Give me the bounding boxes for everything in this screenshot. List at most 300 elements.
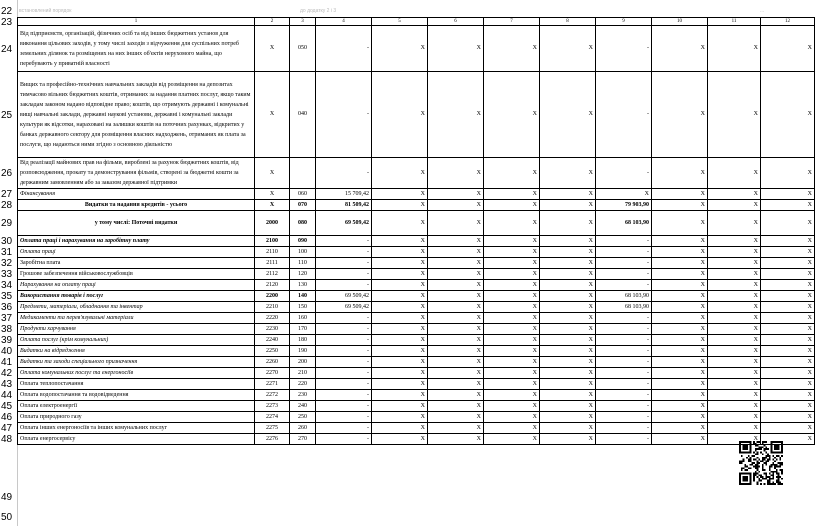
- cell-col-3: 260: [290, 423, 316, 434]
- cell-col-11: X: [708, 200, 761, 211]
- row-number[interactable]: 40: [1, 346, 13, 357]
- cell-col-7: X: [484, 401, 540, 412]
- cell-col-8: X: [540, 247, 596, 258]
- cell-col-3: 040: [290, 72, 316, 158]
- cell-col-10: X: [652, 158, 708, 189]
- cell-col-8: X: [540, 346, 596, 357]
- cell-col-6: X: [428, 313, 484, 324]
- cell-col-11: X: [708, 335, 761, 346]
- cell-col-5: X: [372, 269, 428, 280]
- cell-col-12: X: [761, 158, 815, 189]
- qr-code: [739, 441, 783, 485]
- row-description: Використання товарів і послуг: [18, 291, 255, 302]
- row-description: Оплата інших енергоносіїв та інших комунальних послуг: [18, 423, 255, 434]
- cell-col-4: -: [316, 357, 372, 368]
- cell-col-12: X: [761, 291, 815, 302]
- cell-col-9: 68 103,90: [596, 302, 652, 313]
- cell-col-4: 69 509,42: [316, 291, 372, 302]
- cell-col-4: -: [316, 280, 372, 291]
- row-number[interactable]: 30: [1, 236, 13, 247]
- cell-col-8: X: [540, 200, 596, 211]
- cell-col-8: X: [540, 313, 596, 324]
- cell-col-11: X: [708, 390, 761, 401]
- row-number[interactable]: 44: [1, 390, 13, 401]
- cell-col-6: X: [428, 401, 484, 412]
- cell-col-12: X: [761, 26, 815, 72]
- cell-col-6: X: [428, 357, 484, 368]
- cell-col-2: 2110: [255, 247, 290, 258]
- cell-col-4: 69 509,42: [316, 211, 372, 236]
- table-row: [18, 158, 815, 189]
- faint-header-right: ...: [760, 8, 765, 14]
- cell-col-5: X: [372, 368, 428, 379]
- cell-col-5: X: [372, 324, 428, 335]
- cell-col-11: X: [708, 368, 761, 379]
- cell-col-11: X: [708, 313, 761, 324]
- cell-col-12: X: [761, 313, 815, 324]
- cell-col-12: X: [761, 346, 815, 357]
- cell-col-12: X: [761, 211, 815, 236]
- cell-col-2: 2260: [255, 357, 290, 368]
- cell-col-3: 130: [290, 280, 316, 291]
- cell-col-11: X: [708, 412, 761, 423]
- cell-col-2: X: [255, 72, 290, 158]
- cell-col-7: X: [484, 236, 540, 247]
- cell-col-2: 2112: [255, 269, 290, 280]
- cell-col-6: X: [428, 368, 484, 379]
- cell-col-2: 2100: [255, 236, 290, 247]
- cell-col-10: X: [652, 200, 708, 211]
- table-row: [18, 26, 815, 72]
- cell-col-9: -: [596, 346, 652, 357]
- cell-col-5: X: [372, 236, 428, 247]
- column-header-10: 10: [652, 18, 708, 26]
- cell-col-6: X: [428, 423, 484, 434]
- column-header-3: 3: [290, 18, 316, 26]
- cell-col-7: X: [484, 200, 540, 211]
- cell-col-9: -: [596, 158, 652, 189]
- cell-col-4: 69 509,42: [316, 302, 372, 313]
- cell-col-7: X: [484, 247, 540, 258]
- cell-col-11: X: [708, 401, 761, 412]
- cell-col-11: X: [708, 258, 761, 269]
- cell-col-11: X: [708, 247, 761, 258]
- row-number[interactable]: 49: [1, 492, 13, 503]
- row-number[interactable]: 37: [1, 313, 13, 324]
- cell-col-7: X: [484, 346, 540, 357]
- table-row: [18, 357, 815, 368]
- cell-col-11: X: [708, 236, 761, 247]
- cell-col-7: X: [484, 434, 540, 445]
- row-number[interactable]: 43: [1, 379, 13, 390]
- cell-col-8: X: [540, 390, 596, 401]
- cell-col-3: 090: [290, 236, 316, 247]
- cell-col-8: X: [540, 269, 596, 280]
- cell-col-3: 080: [290, 211, 316, 236]
- cell-col-5: X: [372, 72, 428, 158]
- cell-col-10: X: [652, 247, 708, 258]
- cell-col-8: X: [540, 434, 596, 445]
- cell-col-3: 250: [290, 412, 316, 423]
- faint-header-mid: до додатку 2 і 3: [300, 8, 337, 14]
- cell-col-4: -: [316, 368, 372, 379]
- cell-col-4: -: [316, 313, 372, 324]
- cell-col-12: X: [761, 434, 815, 445]
- cell-col-12: X: [761, 412, 815, 423]
- column-header-8: 8: [540, 18, 596, 26]
- row-number[interactable]: 22: [1, 6, 13, 17]
- table-row: [18, 280, 815, 291]
- cell-col-9: -: [596, 412, 652, 423]
- cell-col-2: X: [255, 158, 290, 189]
- cell-col-5: X: [372, 390, 428, 401]
- cell-col-11: X: [708, 346, 761, 357]
- row-number[interactable]: 41: [1, 357, 13, 368]
- row-description: Оплата послуг (крім комунальних): [18, 335, 255, 346]
- row-number[interactable]: 23: [1, 17, 13, 28]
- cell-col-3: 050: [290, 26, 316, 72]
- cell-col-7: X: [484, 211, 540, 236]
- cell-col-2: X: [255, 26, 290, 72]
- cell-col-8: X: [540, 26, 596, 72]
- row-description: Оплата природного газу: [18, 412, 255, 423]
- cell-col-8: X: [540, 280, 596, 291]
- header-row: [18, 18, 815, 26]
- cell-col-3: [290, 158, 316, 189]
- cell-col-6: X: [428, 158, 484, 189]
- column-header-11: 11: [708, 18, 761, 26]
- cell-col-2: 2220: [255, 313, 290, 324]
- cell-col-5: X: [372, 211, 428, 236]
- cell-col-6: X: [428, 211, 484, 236]
- cell-col-4: -: [316, 72, 372, 158]
- row-description: Грошове забезпечення військовослужбовців: [18, 269, 255, 280]
- row-number[interactable]: 45: [1, 401, 13, 412]
- row-number[interactable]: 31: [1, 247, 13, 258]
- cell-col-8: X: [540, 158, 596, 189]
- cell-col-7: X: [484, 412, 540, 423]
- row-number[interactable]: 48: [1, 434, 13, 445]
- row-number[interactable]: 50: [1, 512, 13, 523]
- row-description: Оплата праці: [18, 247, 255, 258]
- table-row: [18, 346, 815, 357]
- cell-col-2: 2271: [255, 379, 290, 390]
- cell-col-4: -: [316, 412, 372, 423]
- cell-col-12: X: [761, 324, 815, 335]
- cell-col-2: 2276: [255, 434, 290, 445]
- cell-col-3: 180: [290, 335, 316, 346]
- cell-col-9: -: [596, 280, 652, 291]
- cell-col-5: X: [372, 189, 428, 200]
- row-number[interactable]: 27: [1, 189, 13, 200]
- table-row: [18, 247, 815, 258]
- cell-col-3: 190: [290, 346, 316, 357]
- cell-col-10: X: [652, 280, 708, 291]
- cell-col-2: X: [255, 189, 290, 200]
- cell-col-10: X: [652, 423, 708, 434]
- cell-col-2: 2210: [255, 302, 290, 313]
- cell-col-6: X: [428, 26, 484, 72]
- cell-col-3: 070: [290, 200, 316, 211]
- cell-col-11: X: [708, 269, 761, 280]
- cell-col-10: X: [652, 335, 708, 346]
- cell-col-5: X: [372, 412, 428, 423]
- table-row: [18, 379, 815, 390]
- cell-col-6: X: [428, 258, 484, 269]
- table-row: [18, 368, 815, 379]
- table-row: [18, 258, 815, 269]
- column-header-6: 6: [428, 18, 484, 26]
- cell-col-5: X: [372, 302, 428, 313]
- row-number[interactable]: 38: [1, 324, 13, 335]
- cell-col-5: X: [372, 291, 428, 302]
- cell-col-11: X: [708, 324, 761, 335]
- cell-col-4: -: [316, 346, 372, 357]
- cell-col-11: X: [708, 72, 761, 158]
- cell-col-3: 120: [290, 269, 316, 280]
- cell-col-12: X: [761, 72, 815, 158]
- cell-col-7: X: [484, 280, 540, 291]
- row-number[interactable]: 47: [1, 423, 13, 434]
- cell-col-11: X: [708, 26, 761, 72]
- row-description: Оплата теплопостачання: [18, 379, 255, 390]
- row-number[interactable]: 34: [1, 280, 13, 291]
- cell-col-6: X: [428, 236, 484, 247]
- cell-col-12: X: [761, 357, 815, 368]
- cell-col-6: X: [428, 280, 484, 291]
- cell-col-8: X: [540, 302, 596, 313]
- cell-col-5: X: [372, 313, 428, 324]
- row-description: Видатки на відрядження: [18, 346, 255, 357]
- row-number[interactable]: 25: [1, 110, 13, 121]
- cell-col-8: X: [540, 401, 596, 412]
- cell-col-6: X: [428, 390, 484, 401]
- cell-col-4: 81 509,42: [316, 200, 372, 211]
- table-row: [18, 302, 815, 313]
- cell-col-3: 150: [290, 302, 316, 313]
- cell-col-9: -: [596, 324, 652, 335]
- row-description: Продукти харчування: [18, 324, 255, 335]
- cell-col-4: 15 709,42: [316, 189, 372, 200]
- cell-col-12: X: [761, 368, 815, 379]
- table-row: [18, 324, 815, 335]
- cell-col-2: 2120: [255, 280, 290, 291]
- cell-col-7: X: [484, 313, 540, 324]
- row-number[interactable]: 39: [1, 335, 13, 346]
- cell-col-6: X: [428, 189, 484, 200]
- column-header-2: 2: [255, 18, 290, 26]
- cell-col-10: X: [652, 324, 708, 335]
- cell-col-4: -: [316, 324, 372, 335]
- table-row: [18, 211, 815, 236]
- cell-col-9: -: [596, 401, 652, 412]
- cell-col-2: 2250: [255, 346, 290, 357]
- row-number[interactable]: 36: [1, 302, 13, 313]
- table-row: [18, 335, 815, 346]
- cell-col-7: X: [484, 379, 540, 390]
- cell-col-9: -: [596, 368, 652, 379]
- cell-col-4: -: [316, 379, 372, 390]
- cell-col-5: X: [372, 158, 428, 189]
- cell-col-7: X: [484, 390, 540, 401]
- table-row: [18, 291, 815, 302]
- cell-col-7: X: [484, 302, 540, 313]
- row-number[interactable]: 32: [1, 258, 13, 269]
- cell-col-2: X: [255, 200, 290, 211]
- cell-col-6: X: [428, 335, 484, 346]
- row-number[interactable]: 42: [1, 368, 13, 379]
- row-description: у тому числі: Поточні видатки: [18, 211, 255, 236]
- cell-col-12: X: [761, 302, 815, 313]
- cell-col-11: X: [708, 189, 761, 200]
- row-number[interactable]: 46: [1, 412, 13, 423]
- cell-col-7: X: [484, 269, 540, 280]
- cell-col-2: 2230: [255, 324, 290, 335]
- table-row: [18, 189, 815, 200]
- cell-col-9: -: [596, 26, 652, 72]
- cell-col-8: X: [540, 189, 596, 200]
- cell-col-5: X: [372, 434, 428, 445]
- cell-col-10: X: [652, 434, 708, 445]
- cell-col-5: X: [372, 346, 428, 357]
- cell-col-11: X: [708, 379, 761, 390]
- cell-col-6: X: [428, 269, 484, 280]
- cell-col-6: X: [428, 346, 484, 357]
- cell-col-3: 100: [290, 247, 316, 258]
- table-row: [18, 423, 815, 434]
- cell-col-3: 220: [290, 379, 316, 390]
- cell-col-5: X: [372, 401, 428, 412]
- cell-col-11: X: [708, 158, 761, 189]
- row-description: Оплата комунальних послуг та енергоносіїв: [18, 368, 255, 379]
- cell-col-9: -: [596, 423, 652, 434]
- cell-col-10: X: [652, 211, 708, 236]
- cell-col-3: 210: [290, 368, 316, 379]
- cell-col-8: X: [540, 291, 596, 302]
- cell-col-4: -: [316, 335, 372, 346]
- row-description: Від реалізації майнових прав на фільми, вироблені за рахунок бюджетних коштів, від розповсюдження, прокату та демонстрування фільмів, створені за бюджетні кошти за державним замовленням або за заказом державної підтримки: [18, 158, 255, 189]
- row-description: Видатки та заходи спеціального призначення: [18, 357, 255, 368]
- cell-col-8: X: [540, 211, 596, 236]
- cell-col-10: X: [652, 368, 708, 379]
- row-number[interactable]: 35: [1, 291, 13, 302]
- table-row: [18, 390, 815, 401]
- cell-col-3: 160: [290, 313, 316, 324]
- cell-col-4: -: [316, 269, 372, 280]
- cell-col-10: X: [652, 357, 708, 368]
- cell-col-3: 240: [290, 401, 316, 412]
- row-number[interactable]: 29: [1, 218, 13, 229]
- row-description: Медикаменти та перев'язувальні матеріали: [18, 313, 255, 324]
- table-row: [18, 434, 815, 445]
- row-number[interactable]: 24: [1, 44, 13, 55]
- column-header-7: 7: [484, 18, 540, 26]
- cell-col-5: X: [372, 357, 428, 368]
- row-description: Вищих та професійно-технічних навчальних закладів від розміщення на депозитах тимчасово вільних бюджетних коштів, отриманих за надання платних послуг, якщо таким закладам законом надано відповідне право; коштів, що отримують державні і комунальні вищі навчальні заклади, державні наукові установи, державні і комунальні заклади культури як відсотки, нараховані на залишки коштів на поточних рахунках, відкритих у банках державного сектору для розміщення власних надходжень, отриманих як плата за послуги, що надаються ними згідно з основною діяльністю: [18, 72, 255, 158]
- row-number[interactable]: 33: [1, 269, 13, 280]
- cell-col-4: -: [316, 401, 372, 412]
- cell-col-12: X: [761, 401, 815, 412]
- cell-col-9: -: [596, 236, 652, 247]
- cell-col-5: X: [372, 379, 428, 390]
- cell-col-4: -: [316, 236, 372, 247]
- cell-col-2: 2272: [255, 390, 290, 401]
- cell-col-12: X: [761, 269, 815, 280]
- cell-col-9: -: [596, 434, 652, 445]
- faint-header-left: встановлений порядок: [19, 8, 72, 14]
- cell-col-2: 2275: [255, 423, 290, 434]
- cell-col-3: 140: [290, 291, 316, 302]
- column-header-12: 12: [761, 18, 815, 26]
- cell-col-8: X: [540, 335, 596, 346]
- column-header-4: 4: [316, 18, 372, 26]
- row-number[interactable]: 26: [1, 168, 13, 179]
- cell-col-8: X: [540, 379, 596, 390]
- cell-col-11: X: [708, 302, 761, 313]
- cell-col-8: X: [540, 357, 596, 368]
- cell-col-2: 2200: [255, 291, 290, 302]
- cell-col-4: -: [316, 258, 372, 269]
- cell-col-6: X: [428, 324, 484, 335]
- table-row: [18, 72, 815, 158]
- cell-col-8: X: [540, 412, 596, 423]
- cell-col-9: -: [596, 269, 652, 280]
- cell-col-7: X: [484, 423, 540, 434]
- cell-col-7: X: [484, 291, 540, 302]
- cell-col-4: -: [316, 26, 372, 72]
- cell-col-12: X: [761, 200, 815, 211]
- cell-col-10: X: [652, 302, 708, 313]
- cell-col-6: X: [428, 412, 484, 423]
- cell-col-3: 060: [290, 189, 316, 200]
- column-header-9: 9: [596, 18, 652, 26]
- report-table: [17, 17, 815, 445]
- cell-col-7: X: [484, 335, 540, 346]
- cell-col-2: 2240: [255, 335, 290, 346]
- cell-col-10: X: [652, 258, 708, 269]
- cell-col-8: X: [540, 423, 596, 434]
- table-row: [18, 313, 815, 324]
- table-row: [18, 401, 815, 412]
- cell-col-7: X: [484, 26, 540, 72]
- row-number[interactable]: 28: [1, 200, 13, 211]
- cell-col-2: 2000: [255, 211, 290, 236]
- cell-col-5: X: [372, 280, 428, 291]
- cell-col-8: X: [540, 368, 596, 379]
- cell-col-5: X: [372, 335, 428, 346]
- row-description: Від підприємств, організацій, фізичних осіб та від інших бюджетних установ для виконання цільових заходів, у тому числі заходів з відчуження для суспільних потреб земельних ділянок та розміщених на них інших об'єктів нерухомого майна, що перебувають у приватній власності: [18, 26, 255, 72]
- table-row: [18, 236, 815, 247]
- cell-col-10: X: [652, 189, 708, 200]
- table-row: [18, 412, 815, 423]
- cell-col-5: X: [372, 247, 428, 258]
- cell-col-12: X: [761, 390, 815, 401]
- cell-col-6: X: [428, 379, 484, 390]
- cell-col-6: X: [428, 291, 484, 302]
- cell-col-11: X: [708, 434, 761, 445]
- cell-col-10: X: [652, 346, 708, 357]
- row-description: Заробітна плата: [18, 258, 255, 269]
- cell-col-6: X: [428, 302, 484, 313]
- cell-col-5: X: [372, 258, 428, 269]
- cell-col-3: 170: [290, 324, 316, 335]
- cell-col-6: X: [428, 247, 484, 258]
- row-description: Нарахування на оплату праці: [18, 280, 255, 291]
- cell-col-2: 2111: [255, 258, 290, 269]
- cell-col-7: X: [484, 72, 540, 158]
- cell-col-9: -: [596, 379, 652, 390]
- cell-col-12: X: [761, 280, 815, 291]
